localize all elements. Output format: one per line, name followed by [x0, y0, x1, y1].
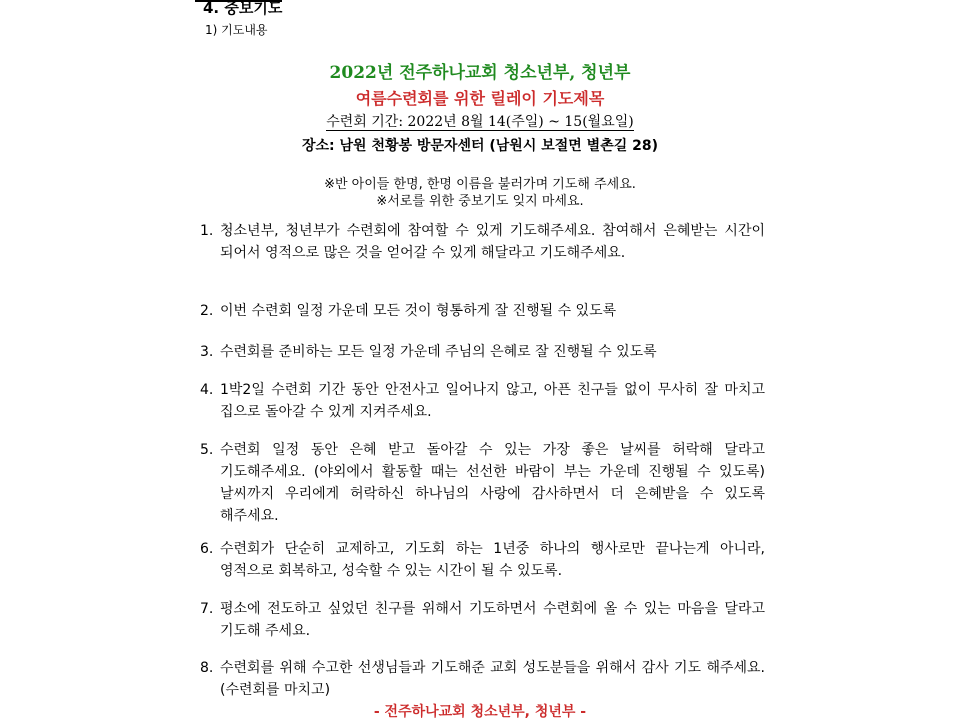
retreat-place: 장소: 남원 천황봉 방문자센터 (남원시 보절면 별촌길 28) — [302, 138, 658, 154]
prayer-item-number: 1. — [200, 223, 214, 239]
sub-heading: 1) 기도내용 — [205, 23, 268, 37]
prayer-item-text: 평소에 전도하고 싶었던 친구를 위해서 기도하면서 수련회에 올 수 있는 마음을 달라고 기도해 주세요. — [220, 601, 765, 639]
prayer-item-text: 수련회가 단순히 교제하고, 기도회 하는 1년중 하나의 행사로만 끝나는게 아니라, 영적으로 회복하고, 성숙할 수 있는 시간이 될 수 있도록. — [220, 541, 765, 579]
prayer-item — [200, 341, 765, 363]
prayer-item-number: 4. — [200, 382, 214, 398]
prayer-item-text: 수련회를 준비하는 모든 일정 가운데 주님의 은혜로 잘 진행될 수 있도록 — [220, 344, 657, 360]
prayer-item-number: 5. — [200, 442, 214, 458]
prayer-item — [200, 598, 765, 642]
prayer-item-text: 수련회 일정 동안 은혜 받고 돌아갈 수 있는 가장 좋은 날씨를 허락해 달라고 기도해주세요. (야외에서 활동할 때는 선선한 바람이 부는 가운데 진행될 수 있도록) 날씨까지 우리에게 허락하신 하나님의 사랑에 감사하면서 더 은혜받을 수 있도록 해주세요. — [220, 442, 765, 524]
prayer-item-text: 수련회를 위해 수고한 선생님들과 기도해준 교회 성도분들을 위해서 감사 기도 해주세요.(수련회를 마치고) — [220, 660, 765, 698]
prayer-item-number: 8. — [200, 660, 214, 676]
prayer-item-text: 1박2일 수련회 기간 동안 안전사고 일어나지 않고, 아픈 친구들 없이 무사히 잘 마치고 집으로 돌아갈 수 있게 지켜주세요. — [220, 382, 765, 420]
prayer-item — [200, 379, 765, 423]
prayer-item-number: 7. — [200, 601, 214, 617]
prayer-item — [200, 220, 765, 264]
footer-signature: - 전주하나교회 청소년부, 청년부 - — [373, 704, 587, 720]
prayer-item-number: 6. — [200, 541, 214, 557]
prayer-item — [200, 657, 765, 701]
prayer-item-number: 3. — [200, 344, 214, 360]
document-title: 2022년 전주하나교회 청소년부, 청년부 — [329, 63, 631, 83]
prayer-item — [200, 538, 765, 582]
retreat-period — [180, 111, 780, 131]
prayer-item — [200, 439, 765, 527]
section-heading-text: 4. 중보기도 — [203, 0, 283, 17]
prayer-item — [200, 300, 765, 322]
section-heading — [195, 0, 282, 18]
note-1: ※반 아이들 한명, 한명 이름을 불러가며 기도해 주세요. — [324, 177, 636, 192]
prayer-item-number: 2. — [200, 303, 214, 319]
prayer-item-text: 이번 수련회 일정 가운데 모든 것이 형통하게 잘 진행될 수 있도록 — [220, 303, 617, 319]
note-2: ※서로를 위한 중보기도 잊지 마세요. — [376, 194, 584, 209]
prayer-item-text: 청소년부, 청년부가 수련회에 참여할 수 있게 기도해주세요. 참여해서 은혜받는 시간이 되어서 영적으로 많은 것을 얻어갈 수 있게 해달라고 기도해주세요. — [220, 223, 765, 261]
retreat-period-text: 수련회 기간: 2022년 8월 14(주일) ~ 15(월요일) — [326, 114, 634, 130]
document-subtitle: 여름수련회를 위한 릴레이 기도제목 — [355, 89, 605, 108]
